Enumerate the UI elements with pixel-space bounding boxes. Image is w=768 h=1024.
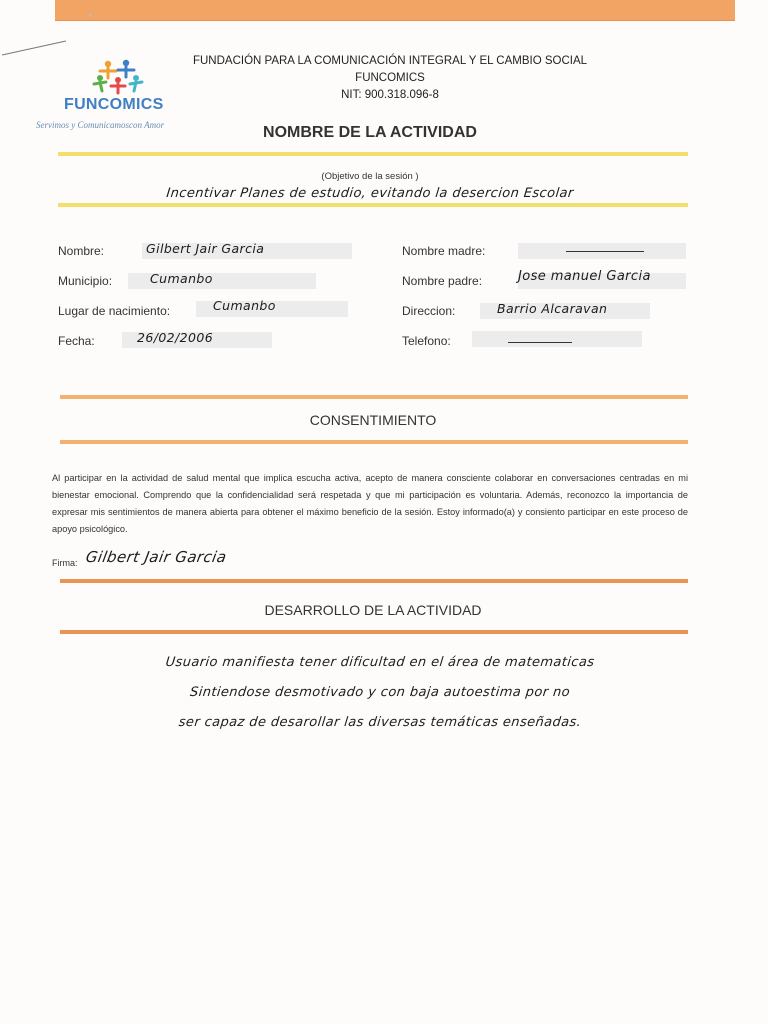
lugar-nacimiento-label: Lugar de nacimiento: [58, 304, 171, 318]
development-bottom-rule [60, 630, 688, 634]
direccion-label: Direccion: [402, 304, 456, 318]
municipio-value: Cumanbo [150, 271, 213, 286]
title-rule [58, 152, 688, 156]
objective-rule [58, 203, 688, 207]
nombre-madre-dash [566, 251, 644, 252]
funcomics-logo-icon [92, 58, 144, 96]
fecha-value: 26/02/2006 [137, 330, 214, 345]
development-title: DESARROLLO DE LA ACTIVIDAD [264, 602, 482, 618]
municipio-label: Municipio: [58, 274, 113, 288]
fecha-label: Fecha: [58, 334, 95, 348]
nombre-label: Nombre: [58, 244, 105, 258]
objective-label: (Objetivo de la sesión ) [321, 171, 419, 182]
objective-value: Incentivar Planes de estudio, evitando la desercion Escolar [165, 186, 575, 201]
development-line-1: Usuario manifiesta tener dificultad en el área de matematicas [164, 655, 596, 670]
firma-label: Firma: [52, 558, 78, 568]
consent-bottom-rule [60, 440, 688, 444]
direccion-value: Barrio Alcaravan [497, 301, 608, 316]
org-short-name: FUNCOMICS [355, 72, 425, 84]
signature: Gilbert Jair Garcia [84, 548, 229, 566]
scan-dot [89, 14, 92, 17]
nombre-madre-label: Nombre madre: [402, 244, 486, 258]
scan-top-strip [55, 0, 735, 21]
consent-top-rule [60, 395, 688, 399]
logo-wordmark: FUNCOMICS [64, 96, 164, 113]
consent-title: CONSENTIMIENTO [309, 412, 437, 428]
nombre-value: Gilbert Jair Garcia [146, 241, 265, 256]
development-line-2: Sintiendose desmotivado y con baja autoestima por no [189, 685, 571, 700]
nombre-padre-value: Jose manuel Garcia [518, 269, 651, 284]
telefono-dash [508, 342, 572, 343]
telefono-label: Telefono: [402, 334, 451, 348]
scan-pen-mark [0, 38, 70, 58]
lugar-nacimiento-value: Cumanbo [213, 298, 276, 313]
org-nit: NIT: 900.318.096-8 [341, 89, 439, 101]
logo-slogan: Servimos y Comunicamoscon Amor [36, 120, 165, 130]
org-full-name: FUNDACIÓN PARA LA COMUNICACIÓN INTEGRAL Y EL CAMBIO SOCIAL [192, 55, 588, 67]
nombre-padre-label: Nombre padre: [402, 274, 483, 288]
development-line-3: ser capaz de desarollar las diversas temáticas enseñadas. [177, 715, 583, 730]
activity-title: NOMBRE DE LA ACTIVIDAD [263, 124, 477, 141]
consent-text: Al participar en la actividad de salud mental que implica escucha activa, acepto de manera consciente colaborar en conversaciones centradas en mi bienestar emocional. Comprendo que la confidencialidad será respetada y que mi participación es voluntaria. Además, reconozco la importancia de expresar mis sentimientos de manera abierta para obtener el máximo beneficio de la sesión. Estoy informado(a) y consiento participar en este proceso de apoyo psicológico. [52, 473, 688, 534]
development-top-rule [60, 579, 688, 583]
telefono-field [472, 331, 642, 347]
